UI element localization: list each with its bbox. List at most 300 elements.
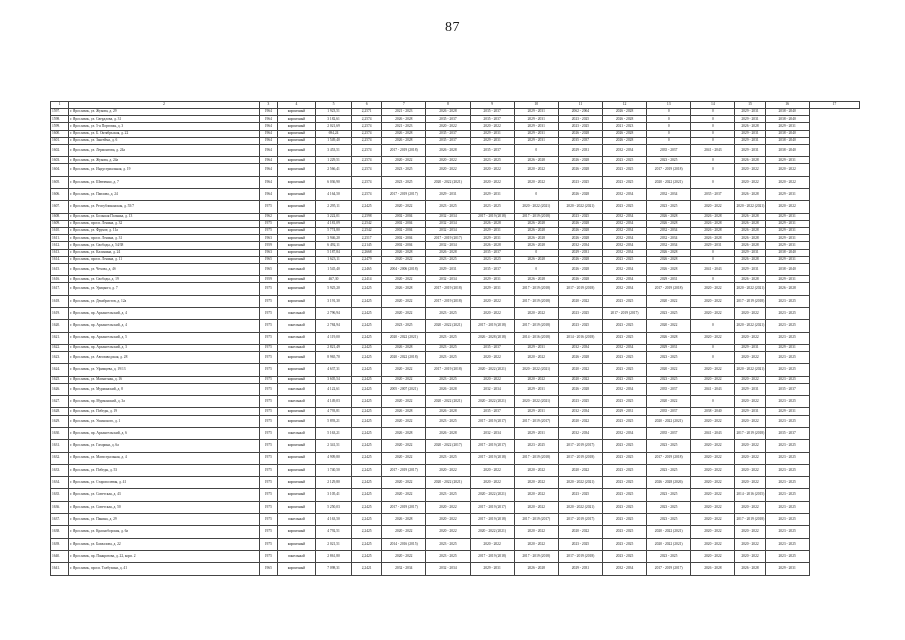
cell-period: 2017 - 2019 (2017) [470, 440, 514, 452]
cell-period: 2023 - 2025 [558, 396, 602, 408]
cell-period: 2017 - 2019 (2018) [514, 452, 558, 464]
cell-type: кирпичный [277, 220, 315, 227]
cell-period: 2020 - 2022 (2021) [470, 489, 514, 501]
cell-period: 2035 - 2037 [426, 130, 470, 137]
cell-period: 2023 - 2025 [558, 123, 602, 130]
cell-period: 2026 - 2028 [735, 563, 765, 575]
cell-period: 2020 - 2022 (2021) [735, 320, 765, 332]
column-header: 6 [352, 102, 382, 109]
cell-period: 2020 - 2022 [735, 538, 765, 550]
cell-period: 2026 - 2028 [735, 276, 765, 283]
cell-period: 2017 - 2019 (2017) [382, 464, 426, 476]
cell-period: 2005 - 2007 (2021) [382, 383, 426, 395]
cell-type: кирпичный [277, 376, 315, 383]
column-header: 9 [470, 102, 514, 109]
cell-period: 2026 - 2028 [558, 352, 602, 364]
cell-addr: г. Ярославль, ул. Ушинского, д. 1 [69, 415, 260, 427]
cell-period: 2020 - 2022 [735, 164, 765, 176]
cell-rate: 2,2425 [352, 376, 382, 383]
cell-period: 0 [514, 249, 558, 256]
column-header: 4 [277, 102, 315, 109]
cell-n: 1636. [51, 501, 69, 513]
column-header: 12 [602, 102, 646, 109]
cell-period: 2023 - 2025 [647, 157, 691, 164]
cell-area: 2 821,49 [315, 344, 351, 351]
cell-period: 2026 - 2028 [602, 109, 646, 116]
cell-rate: 2,2542 [352, 220, 382, 227]
table-row [51, 276, 860, 283]
cell-area: 8 965,70 [315, 352, 351, 364]
cell-period: 2032 - 2034 [426, 563, 470, 575]
cell-area: 7 098,31 [315, 563, 351, 575]
table-row [51, 144, 860, 156]
table-row [51, 352, 860, 364]
table-row [51, 376, 860, 383]
cell-period: 2020 - 2022 [514, 526, 558, 538]
cell-period: 2026 - 2028 [647, 332, 691, 344]
table-row [51, 263, 860, 275]
cell-period: 2020 - 2022 [691, 440, 735, 452]
cell-year: 1975 [259, 227, 277, 234]
cell-period: 2026 - 2028 [647, 249, 691, 256]
cell-area: 2 341,51 [315, 440, 351, 452]
cell-n: 1624. [51, 364, 69, 376]
cell-period: 2020 - 2022 [382, 276, 426, 283]
cell-type: панельный [277, 308, 315, 320]
cell-rate: 2,2425 [352, 501, 382, 513]
cell-period: 2032 - 2034 [426, 227, 470, 234]
cell-rate: 2,2425 [352, 464, 382, 476]
cell-period: 2026 - 2028 [558, 227, 602, 234]
cell-period: 2023 - 2025 [470, 256, 514, 263]
table-row [51, 364, 860, 376]
cell-addr: г. Ярославль, ул. Павлова, д. 24 [69, 189, 260, 201]
cell-n: 1627. [51, 396, 69, 408]
table-row [51, 408, 860, 415]
cell-period: 2029 - 2031 [514, 109, 558, 116]
cell-period: 2020 - 2022 [691, 464, 735, 476]
cell-type: панельный [277, 320, 315, 332]
cell-addr: г. Ярославль, ул. Б. Октябрьская, д. 22 [69, 130, 260, 137]
cell-period: 2023 - 2025 [558, 308, 602, 320]
cell-period: 2023 - 2025 [765, 415, 809, 427]
cell-period: 2020 - 2022 [470, 295, 514, 307]
header-row [51, 102, 860, 109]
cell-rate: 2,2425 [352, 283, 382, 295]
cell-period: 0 [691, 256, 735, 263]
cell-period: 2032 - 2034 [602, 283, 646, 295]
cell-period: 0 [647, 130, 691, 137]
cell-period: 2029 - 2031 [426, 189, 470, 201]
cell-period: 2023 - 2025 [765, 364, 809, 376]
cell-addr: г. Ярославль, ул. Мурманский, д. 8 [69, 383, 260, 395]
column-header: 17 [809, 102, 859, 109]
cell-period: 2020 - 2022 [691, 489, 735, 501]
cell-period: 2020 - 2022 [691, 526, 735, 538]
column-header: 15 [735, 102, 765, 109]
cell-period: 2023 - 2025 [514, 440, 558, 452]
cell-period: 2029 - 2031 [558, 563, 602, 575]
cell-rate: 2,2425 [352, 477, 382, 489]
cell-addr: г. Ярославль, пр. Архангельский, д. 6 [69, 427, 260, 439]
cell-period: 2029 - 2031 [765, 213, 809, 220]
cell-addr: г. Ярославль, ул. Уфимцева, д. 19/13 [69, 364, 260, 376]
cell-period: 2026 - 2028 [514, 220, 558, 227]
cell-period: 2023 - 2025 [558, 176, 602, 188]
cell-period: 2004 - 2006 (2018) [382, 263, 426, 275]
cell-period: 2023 - 2025 [602, 440, 646, 452]
cell-addr: г. Ярославль, ул. Гагарина, д. 6а [69, 440, 260, 452]
cell-period: 2035 - 2037 [426, 137, 470, 144]
cell-n: 1639. [51, 538, 69, 550]
cell-type: кирпичный [277, 364, 315, 376]
cell-period: 0 [691, 249, 735, 256]
cell-type: кирпичный [277, 201, 315, 213]
cell-period: 2023 - 2025 [426, 308, 470, 320]
cell-n: 1614. [51, 256, 69, 263]
cell-period: 2023 - 2025 [647, 440, 691, 452]
cell-period: 2023 - 2025 [602, 176, 646, 188]
cell-type: кирпичный [277, 477, 315, 489]
cell-area: 6 492,11 [315, 242, 351, 249]
cell-rate: 2,2668 [352, 249, 382, 256]
cell-period: 2017 - 2019 (2018) [647, 283, 691, 295]
cell-year: 1964 [259, 123, 277, 130]
cell-year: 1975 [259, 320, 277, 332]
cell-period: 2020 - 2022 [514, 308, 558, 320]
cell-year: 1965 [259, 263, 277, 275]
cell-rate: 2,2425 [352, 396, 382, 408]
cell-period: 2017 - 2019 (2018) [426, 283, 470, 295]
cell-period: 0 [691, 352, 735, 364]
cell-period: 2029 - 2031 [514, 408, 558, 415]
cell-period: 2023 - 2025 [558, 538, 602, 550]
cell-period: 2023 - 2025 [558, 213, 602, 220]
cell-addr: г. Ярославль, ул. Жукова, д. 24а [69, 157, 260, 164]
cell-period: 2020 - 2022 [735, 415, 765, 427]
cell-period: 2020 - 2022 [470, 352, 514, 364]
cell-rate: 2,2425 [352, 320, 382, 332]
cell-period: 2026 - 2028 [382, 344, 426, 351]
cell-period: 2020 - 2022 (2021) [647, 538, 691, 550]
cell-period: 2026 - 2028 [602, 137, 646, 144]
cell-n: 1632. [51, 452, 69, 464]
cell-period: 0 [691, 396, 735, 408]
cell-period: 2020 - 2022 [691, 415, 735, 427]
cell-addr: г. Ярославль, ул. Фрунзе, д. 11а [69, 227, 260, 234]
cell-type: кирпичный [277, 352, 315, 364]
cell-n: 1604. [51, 164, 69, 176]
cell-addr: г. Ярославль, пр. Архангельский, д. 5 [69, 332, 260, 344]
cell-n: 1626. [51, 383, 69, 395]
cell-period: 2023 - 2025 [602, 295, 646, 307]
cell-period: 2023 - 2025 [647, 376, 691, 383]
table-row [51, 123, 860, 130]
cell-period: 2020 - 2022 [426, 526, 470, 538]
cell-period: 2020 - 2022 [382, 526, 426, 538]
cell-period: 2023 - 2025 [647, 352, 691, 364]
cell-period: 2023 - 2025 [647, 514, 691, 526]
cell-period: 2023 - 2025 [602, 396, 646, 408]
cell-period: 2017 - 2019 (2018) [382, 144, 426, 156]
cell-year: 1975 [259, 383, 277, 395]
cell-period: 2020 - 2022 [647, 320, 691, 332]
cell-n: 1628. [51, 408, 69, 415]
cell-period: 2020 - 2022 [558, 464, 602, 476]
cell-period: 2020 - 2022 [514, 501, 558, 513]
cell-period: 2020 - 2022 [426, 157, 470, 164]
cell-period: 2020 - 2022 [691, 364, 735, 376]
cell-period: 2035 - 2037 [691, 189, 735, 201]
cell-period: 0 [691, 157, 735, 164]
cell-period: 2026 - 2028 [426, 109, 470, 116]
cell-period: 2020 - 2022 [691, 308, 735, 320]
cell-period: 2023 - 2025 [602, 201, 646, 213]
cell-addr: г. Ярославль, ул. Декабристов, д. 12а [69, 295, 260, 307]
cell-year: 1975 [259, 352, 277, 364]
cell-rate: 2,2425 [352, 308, 382, 320]
cell-period: 2020 - 2022 [735, 332, 765, 344]
cell-addr: г. Ярославль, ул. Магистральная, д. 4 [69, 452, 260, 464]
cell-period: 0 [691, 130, 735, 137]
cell-period: 2023 - 2025 [765, 538, 809, 550]
cell-rate: 2,2465 [352, 263, 382, 275]
cell-period: 2029 - 2031 [602, 408, 646, 415]
cell-n: 1608. [51, 213, 69, 220]
cell-period: 2020 - 2022 (2021) [426, 320, 470, 332]
cell-period: 2023 - 2025 [765, 477, 809, 489]
cell-type: кирпичный [277, 123, 315, 130]
cell-period: 2026 - 2028 [558, 383, 602, 395]
cell-period: 2029 - 2031 [514, 116, 558, 123]
cell-addr: г. Ярославль, ул. Советская, д. 43 [69, 489, 260, 501]
cell-period: 2020 - 2022 [765, 164, 809, 176]
cell-period: 2023 - 2025 [382, 320, 426, 332]
cell-period: 2038 - 2040 [765, 144, 809, 156]
cell-period: 2020 - 2022 [691, 376, 735, 383]
cell-n: 1629. [51, 415, 69, 427]
cell-year: 1975 [259, 376, 277, 383]
cell-n: 1612. [51, 242, 69, 249]
cell-year: 1975 [259, 283, 277, 295]
cell-period: 2032 - 2034 [558, 408, 602, 415]
cell-period: 2032 - 2034 [602, 227, 646, 234]
cell-period: 2020 - 2022 [735, 501, 765, 513]
cell-area: 694,24 [315, 130, 351, 137]
registry-table [50, 101, 860, 576]
cell-period: 2020 - 2022 [558, 376, 602, 383]
cell-period: 0 [691, 176, 735, 188]
cell-period: 0 [647, 123, 691, 130]
table-row [51, 227, 860, 234]
cell-period: 2032 - 2034 [602, 383, 646, 395]
cell-period: 2026 - 2028 [514, 157, 558, 164]
cell-period: 2041 - 2043 [691, 263, 735, 275]
cell-n: 1600. [51, 130, 69, 137]
cell-year: 1975 [259, 526, 277, 538]
cell-period: 2020 - 2022 (2021) [470, 526, 514, 538]
cell-n: 1598. [51, 116, 69, 123]
cell-type: кирпичный [277, 189, 315, 201]
cell-period: 2020 - 2022 [382, 157, 426, 164]
cell-type: панельный [277, 332, 315, 344]
cell-period: 2023 - 2025 [602, 464, 646, 476]
cell-type: кирпичный [277, 157, 315, 164]
cell-period: 2026 - 2028 [602, 116, 646, 123]
cell-rate: 2,2425 [352, 550, 382, 562]
table-row [51, 189, 860, 201]
cell-period: 2032 - 2034 [647, 235, 691, 242]
cell-period: 2014 - 2016 (2018) [558, 332, 602, 344]
cell-period: 2029 - 2031 [470, 130, 514, 137]
cell-period: 2026 - 2028 [735, 256, 765, 263]
cell-period: 2038 - 2040 [765, 137, 809, 144]
cell-period: 2023 - 2025 [602, 526, 646, 538]
cell-period: 2020 - 2022 (2018) [382, 352, 426, 364]
table-row [51, 213, 860, 220]
cell-period: 2017 - 2019 (2018) [558, 550, 602, 562]
cell-period: 2023 - 2025 [426, 376, 470, 383]
cell-period: 2026 - 2028 [514, 276, 558, 283]
cell-period: 2029 - 2031 [514, 427, 558, 439]
cell-type: кирпичный [277, 227, 315, 234]
cell-period: 2032 - 2034 [647, 242, 691, 249]
cell-period: 2020 - 2022 [691, 201, 735, 213]
cell-year: 1975 [259, 514, 277, 526]
cell-rate: 2,2425 [352, 489, 382, 501]
cell-period: 2014 - 2016 (2018) [514, 332, 558, 344]
cell-period: 2032 - 2034 [602, 276, 646, 283]
cell-period: 2023 - 2025 [765, 320, 809, 332]
cell-period: 2026 - 2028 [735, 235, 765, 242]
cell-period: 2035 - 2037 [765, 427, 809, 439]
cell-period: 2017 - 2019 (2017) [602, 308, 646, 320]
cell-period: 2029 - 2031 [735, 109, 765, 116]
cell-addr: г. Ярославль, ул. Шевченко, д. 7 [69, 176, 260, 188]
cell-period: 2023 - 2025 [765, 308, 809, 320]
cell-area: 4 181,09 [315, 220, 351, 227]
cell-period: 2032 - 2034 [602, 213, 646, 220]
cell-n: 1611. [51, 235, 69, 242]
cell-period: 2026 - 2028 [514, 227, 558, 234]
cell-period: 2029 - 2031 [735, 408, 765, 415]
cell-period: 2023 - 2025 [426, 201, 470, 213]
cell-addr: г. Ярославль, ул. Лермонтова, д. 24а [69, 144, 260, 156]
cell-period: 2023 - 2025 [558, 116, 602, 123]
cell-period: 2029 - 2031 [470, 235, 514, 242]
cell-year: 1964 [259, 164, 277, 176]
cell-period: 2017 - 2019 (2018) [470, 213, 514, 220]
cell-rate: 2,2414 [352, 276, 382, 283]
cell-period: 2035 - 2037 [470, 408, 514, 415]
cell-period: 2026 - 2028 [382, 408, 426, 415]
cell-area: 2 295,11 [315, 201, 351, 213]
cell-addr: г. Ярославль, пр. Панкратова, д. 22, корп. 2 [69, 550, 260, 562]
cell-type: кирпичный [277, 489, 315, 501]
cell-type: кирпичный [277, 440, 315, 452]
cell-period: 2029 - 2031 [514, 123, 558, 130]
cell-period: 2038 - 2040 [691, 408, 735, 415]
cell-period: 2023 - 2025 [426, 452, 470, 464]
cell-area: 2 021,69 [315, 123, 351, 130]
cell-period: 2029 - 2031 [735, 130, 765, 137]
cell-period: 2020 - 2022 [470, 538, 514, 550]
cell-period: 2020 - 2022 [691, 295, 735, 307]
cell-addr: г. Ярославль, ул. Республиканская, д. 55/7 [69, 201, 260, 213]
cell-area: 4 149,03 [315, 396, 351, 408]
cell-period: 2020 - 2022 (2021) [735, 364, 765, 376]
table-row [51, 256, 860, 263]
cell-type: кирпичный [277, 526, 315, 538]
cell-period: 2029 - 2031 [647, 344, 691, 351]
page-number: 87 [445, 20, 460, 35]
cell-period: 2020 - 2022 [470, 376, 514, 383]
cell-period: 2023 - 2025 [602, 550, 646, 562]
cell-n: 1635. [51, 489, 69, 501]
table-row [51, 235, 860, 242]
cell-period: 2032 - 2034 [558, 427, 602, 439]
cell-period: 2029 - 2031 [735, 116, 765, 123]
cell-period: 2014 - 2016 (2015) [735, 489, 765, 501]
cell-period: 2020 - 2022 (2021) [426, 176, 470, 188]
cell-n: 1633. [51, 464, 69, 476]
table-row [51, 344, 860, 351]
cell-period: 2020 - 2022 [735, 352, 765, 364]
cell-period: 2026 - 2028 [514, 235, 558, 242]
cell-addr: г. Ярославль, ул. Магнитная, д. 16 [69, 376, 260, 383]
cell-period: 2026 - 2028 [382, 283, 426, 295]
cell-period: 2041 - 2043 [691, 144, 735, 156]
cell-period: 2023 - 2025 [602, 164, 646, 176]
cell-period: 2035 - 2037 [470, 116, 514, 123]
cell-area: 3 946,20 [315, 235, 351, 242]
cell-type: кирпичный [277, 256, 315, 263]
cell-period: 2020 - 2022 [382, 256, 426, 263]
cell-period: 2023 - 2025 [765, 295, 809, 307]
cell-period: 2029 - 2031 [514, 137, 558, 144]
cell-period: 2023 - 2025 [470, 157, 514, 164]
cell-area: 3 182,61 [315, 116, 351, 123]
cell-period: 2029 - 2031 [470, 227, 514, 234]
cell-period: 2020 - 2022 (2021) [558, 501, 602, 513]
cell-period: 2026 - 2028 [558, 220, 602, 227]
cell-period: 2020 - 2022 (2021) [514, 364, 558, 376]
column-header: 7 [382, 102, 426, 109]
cell-rate: 2,2425 [352, 452, 382, 464]
cell-period: 2017 - 2019 (2018) [514, 550, 558, 562]
cell-period: 2020 - 2022 [691, 477, 735, 489]
cell-period: 2026 - 2028 [691, 220, 735, 227]
cell-area: 1 740,50 [315, 464, 351, 476]
cell-period: 2026 - 2028 [691, 563, 735, 575]
cell-period: 2020 - 2022 [735, 308, 765, 320]
cell-period: 2026 - 2028 [558, 164, 602, 176]
cell-type: кирпичный [277, 501, 315, 513]
cell-addr: г. Ярославль, ул. Победы, д. 19 [69, 408, 260, 415]
cell-period: 2014 - 2016 (2015) [382, 538, 426, 550]
cell-rate: 2,2598 [352, 213, 382, 220]
cell-rate: 2,2542 [352, 227, 382, 234]
cell-n: 1615. [51, 263, 69, 275]
cell-period: 2002 - 2004 [382, 242, 426, 249]
cell-period: 2023 - 2025 [382, 176, 426, 188]
cell-period: 2020 - 2022 [382, 295, 426, 307]
cell-period: 2017 - 2019 (2018) [558, 283, 602, 295]
cell-addr: г. Ярославль, ул. 5-я Портовая, д. 3 [69, 123, 260, 130]
cell-period: 2023 - 2025 [765, 514, 809, 526]
cell-period: 2020 - 2022 [382, 376, 426, 383]
cell-year: 1975 [259, 408, 277, 415]
